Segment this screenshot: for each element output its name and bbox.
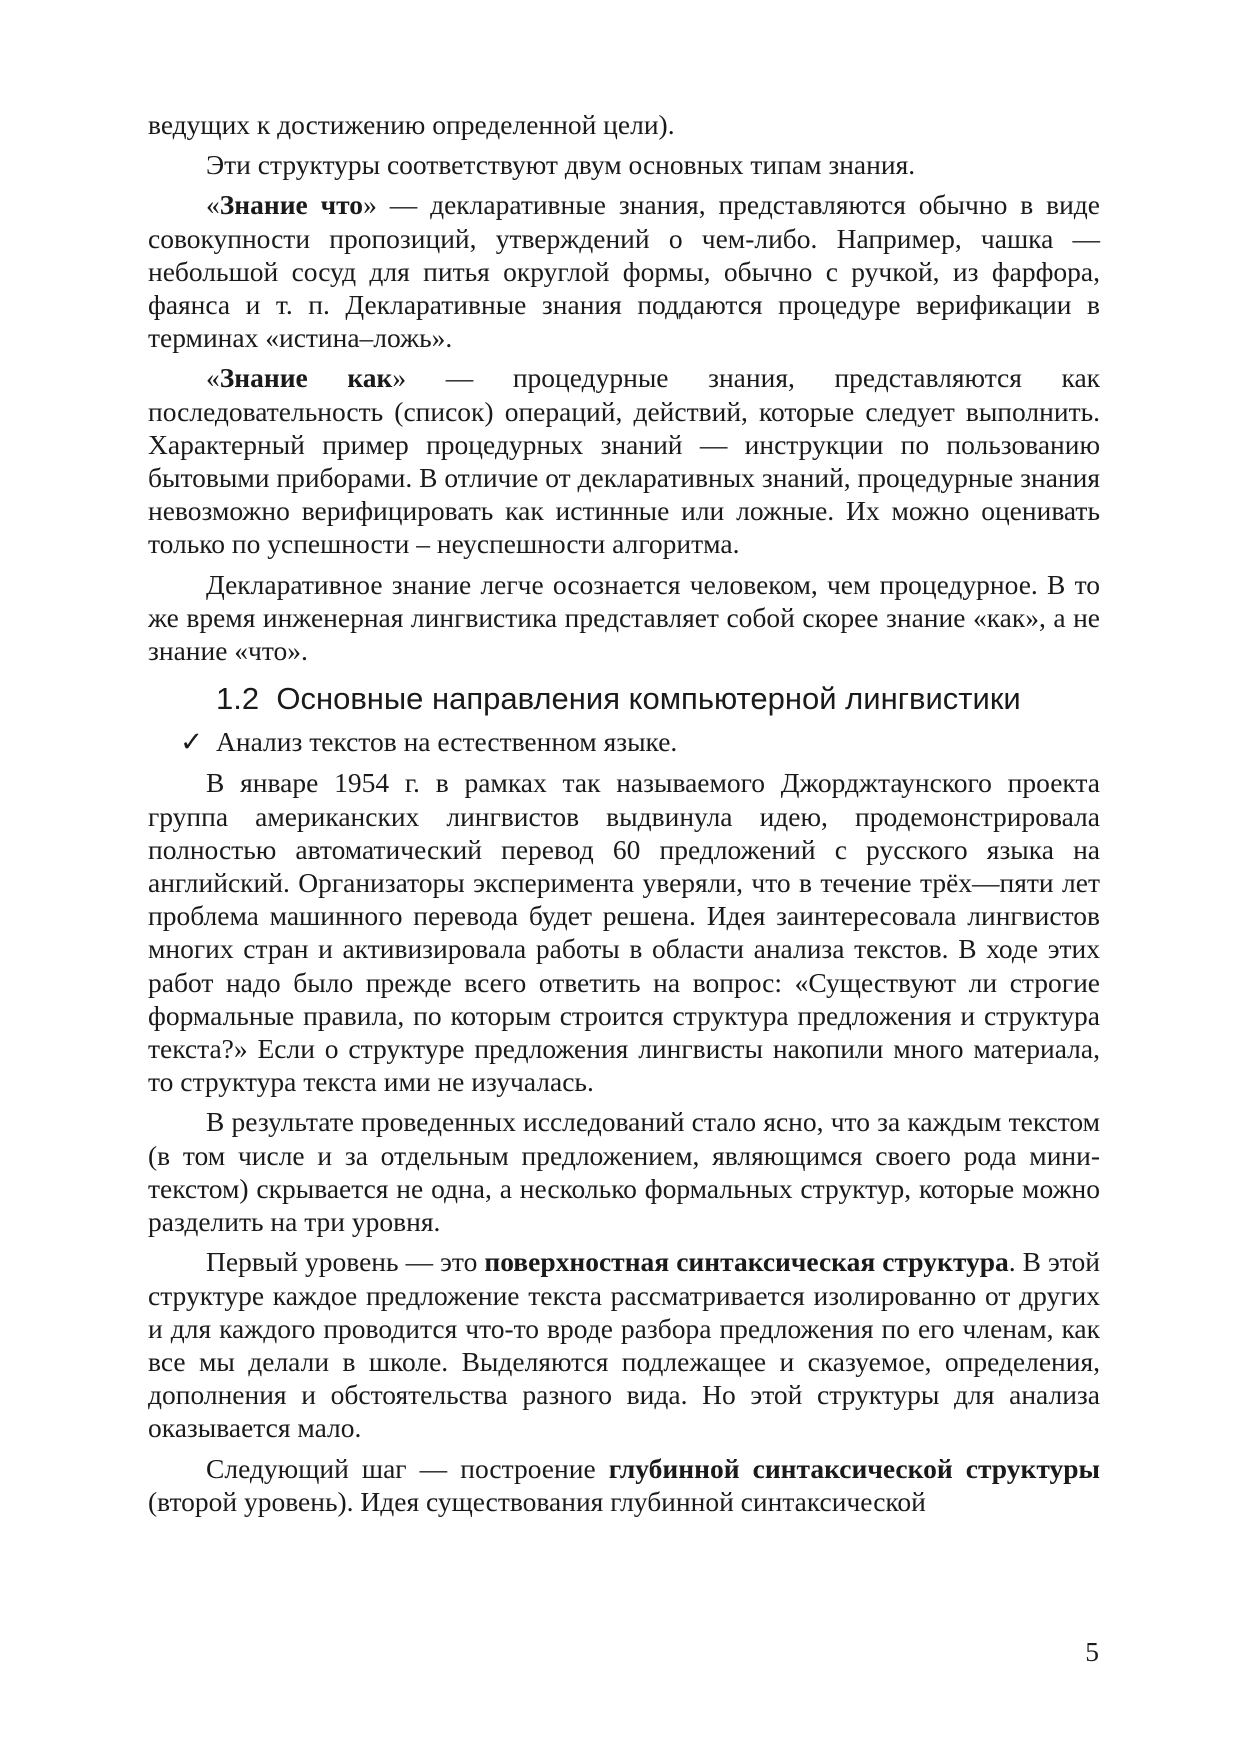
section-title: Основные направления компьютерной лингвистики [276,681,1021,717]
paragraph-text: — декларативные знания, представляются обычно в виде совокупности пропозиций, утверждений о чем-либо. Например, чашка — небольшой сосуд для питья округлой формы, обычно с ручкой, из фарфора, фаянса и т. п. Декларативные знания поддаются процедуре верификации в терминах «истина–ложь». [148,189,1100,354]
bullet-text: Анализ текстов на естественном языке. [216,726,678,758]
quote-close: » [392,362,407,394]
section-heading [148,679,1100,719]
page-body [148,108,1100,1525]
paragraph-text: ведущих к достижению определенной цели). [148,109,675,140]
bullet-item [148,725,1100,758]
paragraph-declarative [148,568,1100,668]
paragraph-second-level [148,1452,1100,1518]
paragraph-know-how [148,361,1100,560]
paragraph-first-level [148,1245,1100,1444]
quote-close: » [363,189,377,221]
page-number: 5 [1085,1636,1099,1667]
paragraph-text: Эти структуры соответствуют двум основных типам знания. [206,149,916,181]
paragraph-text: Декларативное знание легче осознается человеком, чем процедурное. В то же время инженерная лингвистика представляет собой скорее знание «как», а не знание «что». [148,568,1100,667]
quote-open: « [206,189,220,221]
term-surface-structure: поверхностная синтаксическая структура [484,1246,1009,1278]
paragraph-georgetown [148,766,1100,1098]
paragraph-text: . В этой структуре каждое предложение текста рассматривается изолированно от других и для каждого проводится что-то вроде разбора предложения по его членам, как все мы делали в школе. Выделяются подлежащее и сказуемое, определения, дополнения и обстоятельства разного вида. Но этой структуры для анализа оказывается мало. [148,1246,1100,1444]
term-deep-structure: глубинной синтаксической структуры [608,1452,1100,1484]
checkmark-icon: ✓ [180,726,204,758]
paragraph-know-what [148,188,1100,354]
quote-open: « [206,362,220,394]
paragraph-results [148,1105,1100,1238]
paragraph-text: Следующий шаг — построение [206,1452,609,1484]
term-know-what: Знание что [219,189,364,221]
paragraph-text: В результате проведенных исследований стало ясно, что за каждым текстом (в том числе и за отдельным предложением, являющимся своего рода мини-текстом) скрывается не одна, а несколько формальных структур, которые можно разделить на три уровня. [148,1106,1100,1238]
paragraph-text: — процедурные знания, представляются как последовательность (список) операций, действий, которые следует выполнить. Характерный пример процедурных знаний — инструкции по пользованию бытовыми приборами. В отличие от декларативных знаний, процедурные знания невозможно верифицировать как истинные или ложные. Их можно оценивать только по успешности – неуспешности алгоритма. [148,362,1101,560]
paragraph-text: (второй уровень). Идея существования глубинной синтаксической [148,1485,926,1517]
term-know-how: Знание как [219,362,393,394]
paragraph-structures [148,148,1100,181]
paragraph-continuation [148,108,1100,141]
section-number: 1.2 [216,681,260,717]
paragraph-text: Первый уровень — это [206,1246,485,1278]
paragraph-text: В январе 1954 г. в рамках так называемого Джорджтаунского проекта группа американских лингвистов выдвинула идею, продемонстрировала полностью автоматический перевод 60 предложений с русского языка на английский. Организаторы эксперимента уверяли, что в течение трёх—пяти лет проблема машинного перевода будет решена. Идея заинтересовала лингвистов многих стран и активизировала работы в области анализа текстов. В ходе этих работ надо было прежде всего ответить на вопрос: «Существуют ли строгие формальные правила, по которым строится структура предложения и структура текста?» Если о структуре предложения лингвисты накопили много материала, то структура текста ими не изучалась. [148,767,1100,1098]
